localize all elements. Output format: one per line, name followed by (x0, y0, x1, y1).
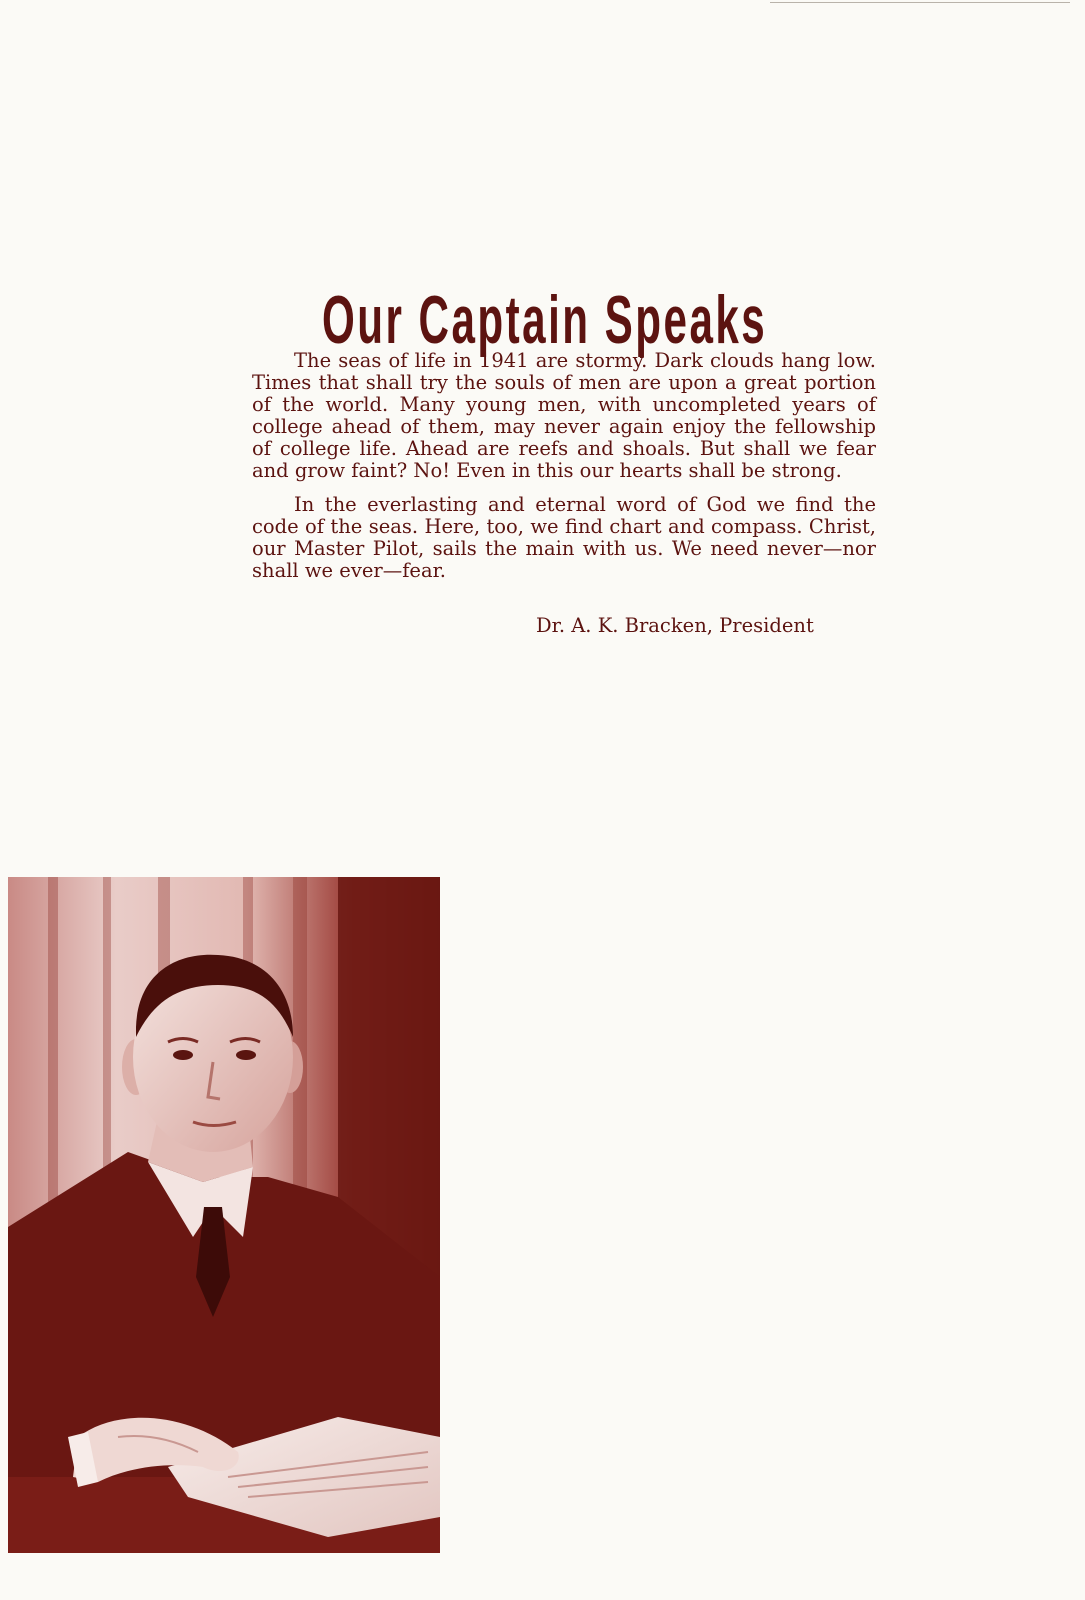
message-body (252, 350, 876, 594)
message-paragraph-1: The seas of life in 1941 are stormy. Dark clouds hang low. Times that shall try the souls of men are upon a great portion of the world. Many young men, with uncompleted years of college ahead of them, may never again enjoy the fellowship of college life. Ahead are reefs and shoals. But shall we fear and grow faint? No! Even in this our hearts shall be strong. (252, 349, 876, 482)
portrait-photo-icon (8, 877, 440, 1553)
message-paragraph-2: In the everlasting and eternal word of God we find the code of the seas. Here, too, we find chart and compass. Christ, our Master Pilot, sails the main with us. We need never—nor shall we ever—fear. (252, 493, 876, 582)
signature: Dr. A. K. Bracken, President (536, 614, 814, 637)
portrait-photo (8, 877, 440, 1553)
top-edge-rule (770, 2, 1070, 3)
page-title: Our Captain Speaks (321, 281, 768, 358)
